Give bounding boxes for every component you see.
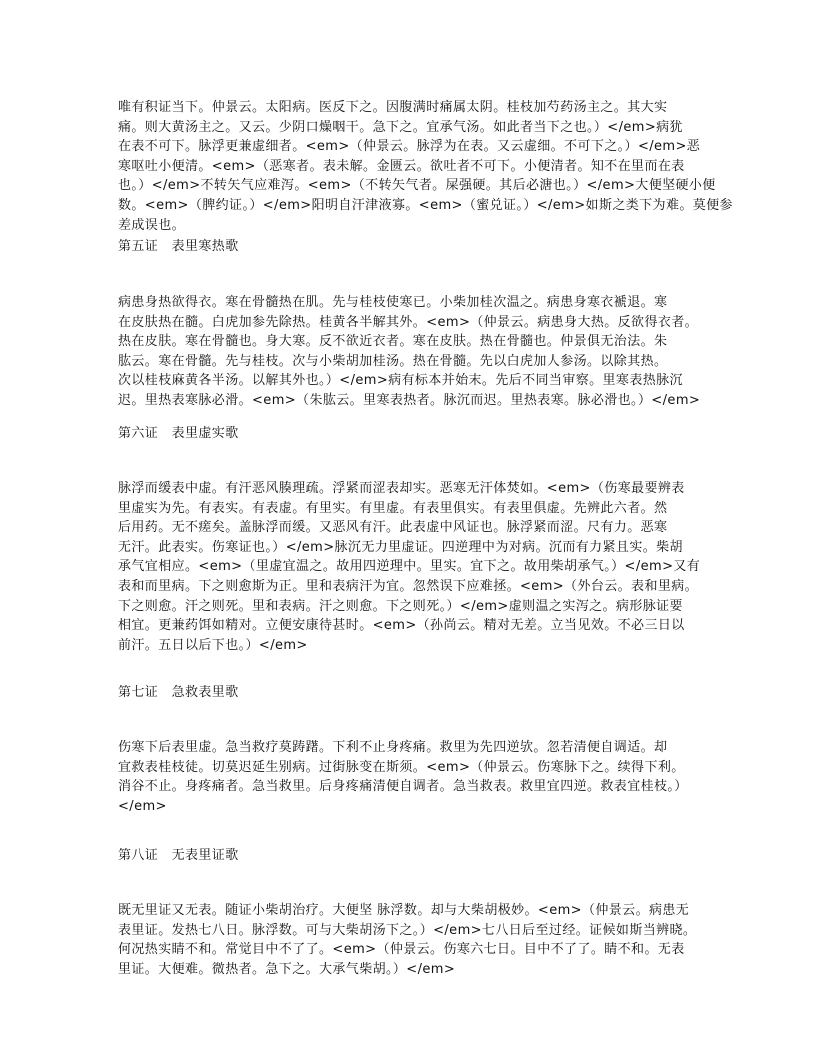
text-line: </em>: [118, 798, 167, 814]
text-line: 里虚实为先。有表实。有表虚。有里实。有里虚。有表里俱实。有表里俱虚。先辨此六者。然: [118, 500, 668, 516]
text-line: 既无里证又无表。随证小柴胡治疗。大便坚 脉浮数。却与大柴胡极妙。<em>（仲景云。病患无: [118, 903, 690, 918]
text-line: 差成误也。: [118, 217, 186, 233]
paragraph-section-8: [118, 901, 708, 979]
text-line: 前汗。五日以后下也。）</em>: [118, 637, 308, 653]
text-line: 里证。大便难。微热者。急下之。大承气柴胡。）</em>: [118, 961, 456, 977]
paragraph-section-5: [118, 293, 708, 411]
text-line: 消谷不止。身疼痛者。急当救里。后身疼痛清便自调者。急当救表。救里宜四逆。救表宜桂枝。）: [118, 779, 688, 795]
text-line: 也。）</em>不转矢气应难泻。<em>（不转矢气者。屎强硬。其后必溏也。）</em>大便坚硬小便: [118, 178, 716, 194]
text-line: 痛。则大黄汤主之。又云。少阴口燥咽干。急下之。宜承气汤。如此者当下之也。）</em>病犹: [118, 119, 683, 135]
text-line: 伤寒下后表里虚。急当救疗莫踌躇。下利不止身疼痛。救里为先四逆欤。忽若清便自调适。却: [118, 740, 668, 755]
section-heading-8: 第八证 无表里证歌: [118, 848, 239, 863]
text-line: 表里证。发热七八日。脉浮数。可与大柴胡汤下之。）</em>七八日后至过经。证候如斯当辨晓。: [118, 922, 697, 938]
text-line: 次以桂枝麻黄各半汤。以解其外也。）</em>病有标本并始末。先后不同当审察。里寒表热脉沉: [118, 373, 683, 389]
paragraph-section-6: [118, 479, 708, 655]
paragraph-section-7: [118, 738, 708, 816]
text-line: 宜救表桂枝徒。切莫迟延生别病。过街脉变在斯须。<em>（仲景云。伤寒脉下之。续得下利。: [118, 759, 685, 775]
text-line: 何况热实睛不和。常觉目中不了了。<em>（仲景云。伤寒六七日。目中不了了。睛不和。无表: [118, 942, 685, 958]
text-line: 肱云。寒在骨髓。先与桂枝。次与小柴胡加桂汤。热在骨髓。先以白虎加人参汤。以除其热。: [118, 353, 668, 369]
section-heading-7: 第七证 急救表里歌: [118, 685, 239, 700]
text-line: 无汗。此表实。伤寒证也。）</em>脉沉无力里虚证。四逆理中为对病。沉而有力紧且实。柴胡: [118, 539, 683, 555]
text-line: 承气宜相应。<em>（里虚宜温之。故用四逆理中。里实。宜下之。故用柴胡承气。）</em>又有: [118, 559, 701, 575]
text-line: 后用药。无不瘥矣。盖脉浮而缓。又恶风有汗。此表虚中风证也。脉浮紧而涩。尺有力。恶寒: [118, 520, 668, 536]
text-line: 热在皮肤。寒在骨髓也。身大寒。反不欲近衣者。寒在皮肤。热在骨髓也。仲景俱无治法。朱: [118, 334, 668, 350]
text-line: 表和而里病。下之则愈斯为正。里和表病汗为宜。忽然误下应难拯。<em>（外台云。表和里病。: [118, 578, 699, 594]
section-heading-6: 第六证 表里虚实歌: [118, 426, 239, 441]
text-line: 迟。里热表寒脉必滑。<em>（朱肱云。里寒表热者。脉沉而迟。里热表寒。脉必滑也。）</em>: [118, 392, 701, 408]
text-line: 相宜。更兼药饵如精对。立便安康待甚时。<em>（孙尚云。精对无差。立当见效。不必三日以: [118, 618, 685, 634]
text-line: 病患身热欲得衣。寒在骨髓热在肌。先与桂枝使寒已。小柴加桂次温之。病患身寒衣褫退。寒: [118, 295, 668, 310]
text-line: 脉浮而缓表中虚。有汗恶风腠理疏。浮紧而涩表却实。恶寒无汗体焚如。<em>（伤寒最要辨表: [118, 481, 685, 496]
paragraph-continuation: [118, 98, 733, 235]
text-line: 在皮肤热在髓。白虎加参先除热。桂黄各半解其外。<em>（仲景云。病患身大热。反欲得衣者。: [118, 314, 699, 330]
text-line: 在表不可下。脉浮更兼虚细者。<em>（仲景云。脉浮为在表。又云虚细。不可下之。）</em>恶: [118, 139, 701, 155]
text-line: 寒呕吐小便清。<em>（恶寒者。表未解。金匮云。欲吐者不可下。小便清者。知不在里而在表: [118, 158, 685, 174]
text-line: 下之则愈。汗之则死。里和表病。汗之则愈。下之则死。）</em>虚则温之实泻之。病形脉证要: [118, 598, 683, 614]
text-line: 唯有积证当下。仲景云。太阳病。医反下之。因腹满时痛属太阴。桂枝加芍药汤主之。其大实: [118, 100, 668, 115]
section-heading-5: 第五证 表里寒热歌: [118, 239, 239, 254]
text-line: 数。<em>（脾约证。）</em>阳明自汗津液寡。<em>（蜜兑证。）</em>如斯之类下为难。莫便参: [118, 197, 733, 213]
